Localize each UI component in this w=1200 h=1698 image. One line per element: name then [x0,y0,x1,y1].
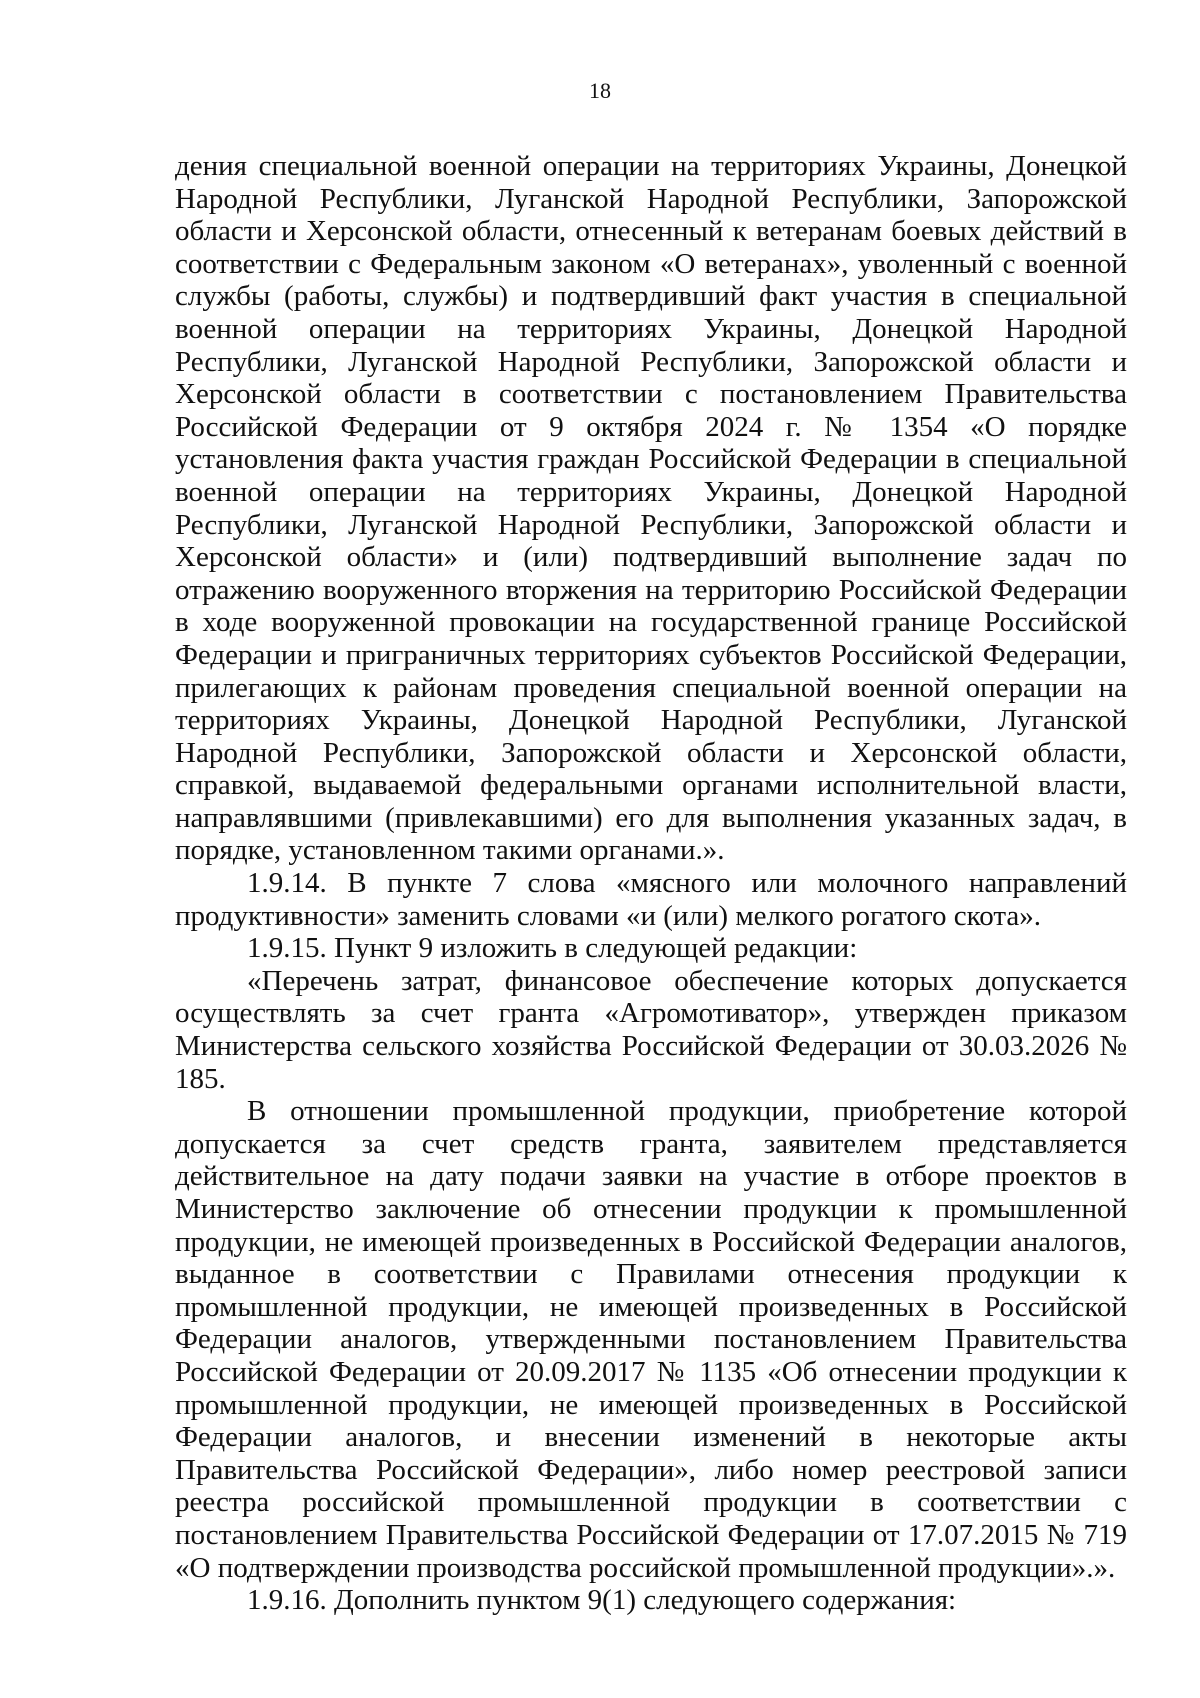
page-number: 18 [589,78,611,103]
paragraph-1-9-14: 1.9.14. В пункте 7 слова «мясного или молочного направлений продуктивности» заменить словами «и (или) мелкого рогатого скота». [175,867,1127,932]
paragraph-1-9-15: 1.9.15. Пункт 9 изложить в следующей редакции: [247,932,858,965]
paragraph-cost-list: «Перечень затрат, финансовое обеспечение которых допускается осуществлять за счет гранта «Агромотиватор», утвержден приказом Министерства сельского хозяйства Российской Федерации от 30.03.2026 № 185. [175,964,1127,1095]
paragraph-industrial-products: В отношении промышленной продукции, приобретение которой допускается за счет средств гранта, заявителем представляется действительное на дату подачи заявки на участие в отборе проектов в Министерство заключение об отнесении продукции к промышленной продукции, не имеющей произведенных в Российской Федерации аналогов, выданное в соответствии с Правилами отнесения продукции к промышленной продукции, не имеющей произведенных в Российской Федерации аналогов, утвержденными постановлением Правительства Российской Федерации от 20.09.2017 № 1135 «Об отнесении продукции к промышленной продукции, не имеющей произведенных в Российской Федерации аналогов, и внесении изменений в некоторые акты Правительства Российской Федерации», либо номер реестровой записи реестра российской промышленной продукции в соответствии с постановлением Правительства Российской Федерации от 17.07.2015 № 719 «О подтверждении производства российской промышленной продукции».». [175,1095,1127,1584]
paragraph-continuation: дения специальной военной операции на территориях Украины, Донецкой Народной Республики, Луганской Народной Республики, Запорожской области и Херсонской области, отнесенный к ветеранам боевых действий в соответствии с Федеральным законом «О ветеранах», уволенный с военной службы (работы, службы) и подтвердивший факт участия в специальной военной операции на территориях Украины, Донецкой Народной Республики, Луганской Народной Республики, Запорожской области и Херсонской области в соответствии с постановлением Правительства Российской Федерации от 9 октября 2024 г. № 1354 «О порядке установления факта участия граждан Российской Федерации в специальной военной операции на территориях Украины, Донецкой Народной Республики, Луганской Народной Республики, Запорожской области и Херсонской области» и (или) подтвердивший выполнение задач по отражению вооруженного вторжения на территорию Российской Федерации в ходе вооруженной провокации на государственной границе Российской Федерации и приграничных территориях субъектов Российской Федерации, прилегающих к районам проведения специальной военной операции на территориях Украины, Донецкой Народной Республики, Луганской Народной Республики, Запорожской области и Херсонской области, справкой, выдаваемой федеральными органами исполнительной власти, направлявшими (привлекавшими) его для выполнения указанных задач, в порядке, установленном такими органами.». [175,150,1127,867]
paragraph-1-9-16: 1.9.16. Дополнить пунктом 9(1) следующего содержания: [247,1584,957,1617]
document-body [175,150,1127,1617]
